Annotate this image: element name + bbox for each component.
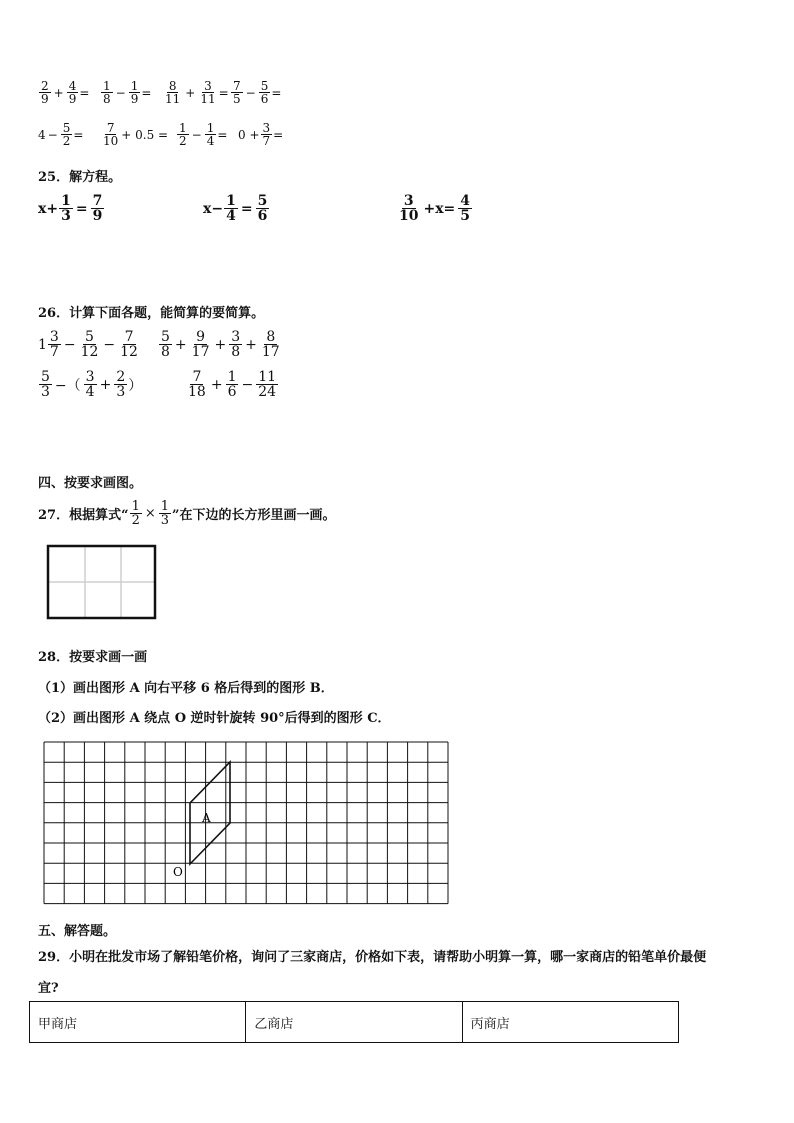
table-header-cell: 乙商店 (246, 1002, 462, 1043)
calc-expr: $\frac{1}{2}$ − $\frac{1}{4}$ = (179, 121, 228, 148)
price-table (29, 1001, 679, 1043)
q27-rectangle-grid (46, 544, 160, 622)
calc-expr: $\frac{2}{9}$ + $\frac{4}{9}$ = (41, 79, 90, 106)
calc-expr: $\frac{7}{10}$ + 0.5 = (103, 121, 169, 148)
calc-expr: $\frac{1}{8}$ − $\frac{1}{9}$ = (103, 79, 152, 106)
calc-row-1 (38, 80, 292, 105)
question-28-item-2: （2）画出图形 A 绕点 O 逆时针旋转 90°后得到的图形 C． (38, 711, 391, 726)
table-header-cell: 丙商店 (462, 1002, 678, 1043)
section-5-heading: 五、解答题。 (38, 924, 117, 939)
q28-square-grid (40, 740, 450, 910)
section-4-heading: 四、按要求画图。 (38, 476, 143, 491)
q26-expr-3: $\frac{5}{3}$ −（ $\frac{3}{4}$ + $\frac{2}{3}$ ） (41, 369, 143, 400)
equation-1: x+ $\frac{1}{3}$ = $\frac{7}{9}$ (38, 193, 103, 224)
calc-expr: 4 − $\frac{5}{2}$ = (38, 121, 84, 148)
question-25-title: 25．解方程。 (38, 170, 122, 185)
table-header-row (30, 1002, 679, 1043)
label-o: O (173, 865, 183, 879)
question-29-line-1: 29．小明在批发市场了解铅笔价格，询问了三家商店，价格如下表，请帮助小明算一算，哪一家商店的铅笔单价最便 (38, 950, 707, 965)
q26-expr-2: $\frac{5}{8}$ + $\frac{9}{17}$ + $\frac{3}{8}$ + $\frac{8}{17}$ (161, 329, 280, 360)
calc-expr: $\frac{7}{5}$ − $\frac{5}{6}$ = (233, 79, 282, 106)
calc-expr: $\frac{8}{11}$ + $\frac{3}{11}$ = (165, 79, 229, 106)
q26-expr-1: 1 $\frac{3}{7}$ − $\frac{5}{12}$ − $\frac{7}{12}$ (38, 329, 138, 360)
question-29-line-2: 宜? (38, 981, 59, 996)
q26-expr-4: $\frac{7}{18}$ + $\frac{1}{6}$ − $\frac{11}{24}$ (188, 369, 277, 400)
label-a: A (202, 811, 211, 825)
question-28-title: 28．按要求画一画 (38, 650, 148, 665)
question-26-title: 26．计算下面各题，能简算的要简算。 (38, 306, 265, 321)
question-28-item-1: （1）画出图形 A 向右平移 6 格后得到的图形 B． (38, 681, 334, 696)
equation-2: x− $\frac{1}{4}$ = $\frac{5}{6}$ (203, 193, 268, 224)
question-27-text: 27．根据算式“ $\frac{1}{2}$ × $\frac{1}{3}$ ”在下边的长方形里画一画。 (38, 499, 336, 528)
calc-expr: 0 + $\frac{3}{7}$ = (238, 121, 284, 148)
calc-row-2 (38, 122, 300, 147)
equation-3: $\frac{3}{10}$ +x= $\frac{4}{5}$ (399, 193, 471, 224)
table-header-cell: 甲商店 (30, 1002, 246, 1043)
question-29-text (38, 946, 768, 996)
